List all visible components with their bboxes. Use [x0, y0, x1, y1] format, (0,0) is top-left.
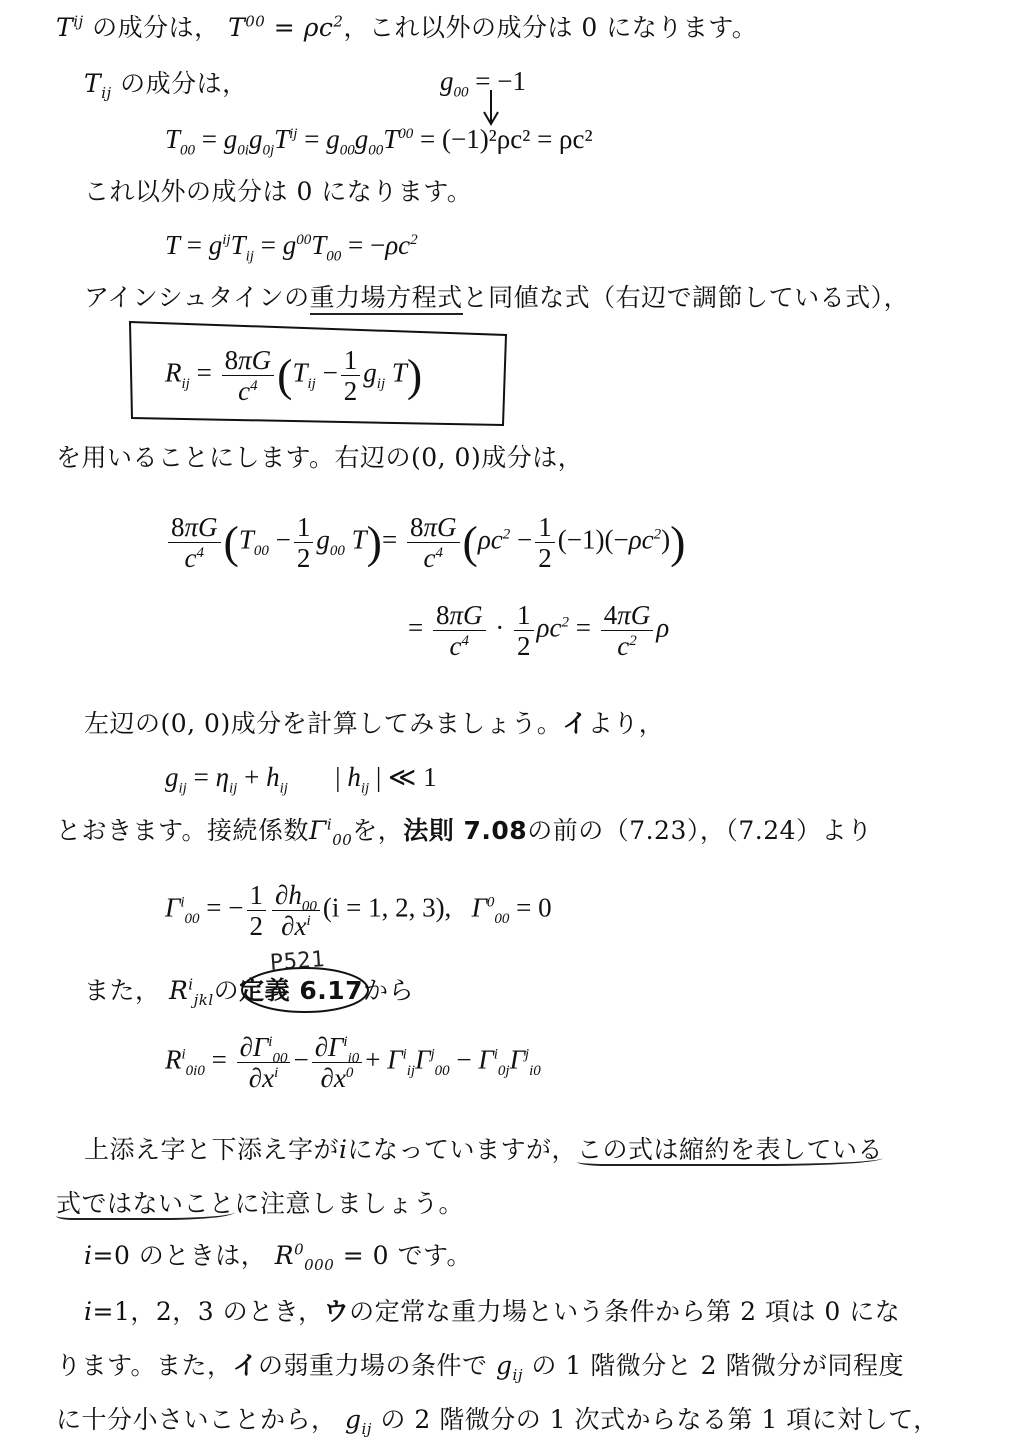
- text-line-15: 式ではないことに注意しましょう。: [56, 1189, 465, 1218]
- text-line-1: $T^{ij}$ の成分は， $T^{00} = \rho c^2$，これ以外の成分は 0 になります。: [56, 12, 758, 42]
- handwritten-page-note: P521: [269, 947, 326, 976]
- equation-rhs-00: $\frac{8\pi G}{c^4}$ ($T_{00}$ − $\frac{1}{2}$ $g_{00}$ T)= $\frac{8\pi G}{c^4}$ ($\rho c^2$ − $\frac{1}{2}$ $(-1)(-\rho c^2)$): [165, 512, 685, 573]
- text-line-12: また， $R^i_{jkl}$の定義 6.17から: [84, 975, 415, 1009]
- text-line-2: $T_{ij}$ の成分は，: [84, 69, 248, 102]
- text-line-16: i=0 のときは， $R^0_{000} = 0$ です。: [84, 1240, 472, 1274]
- text-line-4: これ以外の成分は 0 になります。: [84, 177, 473, 206]
- g00-annotation: $g_{00} = -1$: [440, 66, 526, 101]
- text-line-18: ります。また，イの弱重力場の条件で $g_{ij}$ の 1 階微分と 2 階微分が同程度: [56, 1351, 905, 1384]
- text-line-7: を用いることにします。右辺の(0, 0)成分は，: [56, 443, 584, 472]
- equation-riemann: $R^i_{0i0}$ = $\frac{\partial\Gamma^i_{00}}{\partial x^i}$ − $\frac{\partial\Gamma^i_{i0}}{\partial x^0}$ + $\Gamma^i_{ij}\Gamma^j_{00} - \Gamma^i_{0j}\Gamma^j_{i0}$: [165, 1032, 541, 1093]
- text-line-14: 上添え字と下添え字がiになっていますが，この式は縮約を表している: [84, 1135, 884, 1164]
- equation-metric-perturbation: $g_{ij} = \eta_{ij} + h_{ij}$ | $h_{ij}$ | ≪ 1: [165, 762, 437, 797]
- underlined-field-equation: 重力場方程式: [310, 283, 463, 315]
- text-line-8: 左辺の(0, 0)成分を計算してみましょう。イより，: [84, 709, 665, 738]
- equation-rhs-00-result: = $\frac{8\pi G}{c^4}$ · $\frac{1}{2}$ $\rho c^2$ = $\frac{4\pi G}{c^2}$ ρ: [408, 600, 670, 661]
- text-line-17: i=1，2，3 のとき，ウの定常な重力場という条件から第 2 項は 0 にな: [84, 1297, 901, 1326]
- boxed-einstein-equation: $R_{ij}$ = $\frac{8\pi G}{c^4}$ ($T_{ij}$ − $\frac{1}{2}$ $g_{ij}$ T): [165, 345, 423, 406]
- text-line-6: アインシュタインの重力場方程式と同値な式（右辺で調節している式），: [84, 282, 909, 314]
- circled-definition: 定義 6.17: [239, 976, 364, 1005]
- equation-christoffel: $\Gamma^i_{00}$ = − $\frac{1}{2}$ $\frac{\partial h_{00}}{\partial x^i}$ (i = 1, 2, 3), $\Gamma^0_{00} = 0$: [165, 880, 552, 941]
- equation-T-trace: $T = g^{ij}T_{ij} = g^{00}T_{00} = -\rho c^2$: [165, 230, 418, 265]
- text-line-10: とおきます。接続係数$\Gamma^i_{00}$を，法則 7.08の前の（7.23），（7.24）より: [56, 815, 873, 849]
- text-line-19: に十分小さいことから， $g_{ij}$ の 2 階微分の 1 次式からなる第 1 項に対して，: [56, 1405, 939, 1438]
- underlined-contraction-note: この式は縮約を表している: [577, 1135, 884, 1164]
- equation-T00: $T_{00} = g_{0i}g_{0j}T^{ij} = g_{00}g_{00}T^{00} = (-1)^2\rho c^2 = \rho c^2$: [165, 124, 593, 159]
